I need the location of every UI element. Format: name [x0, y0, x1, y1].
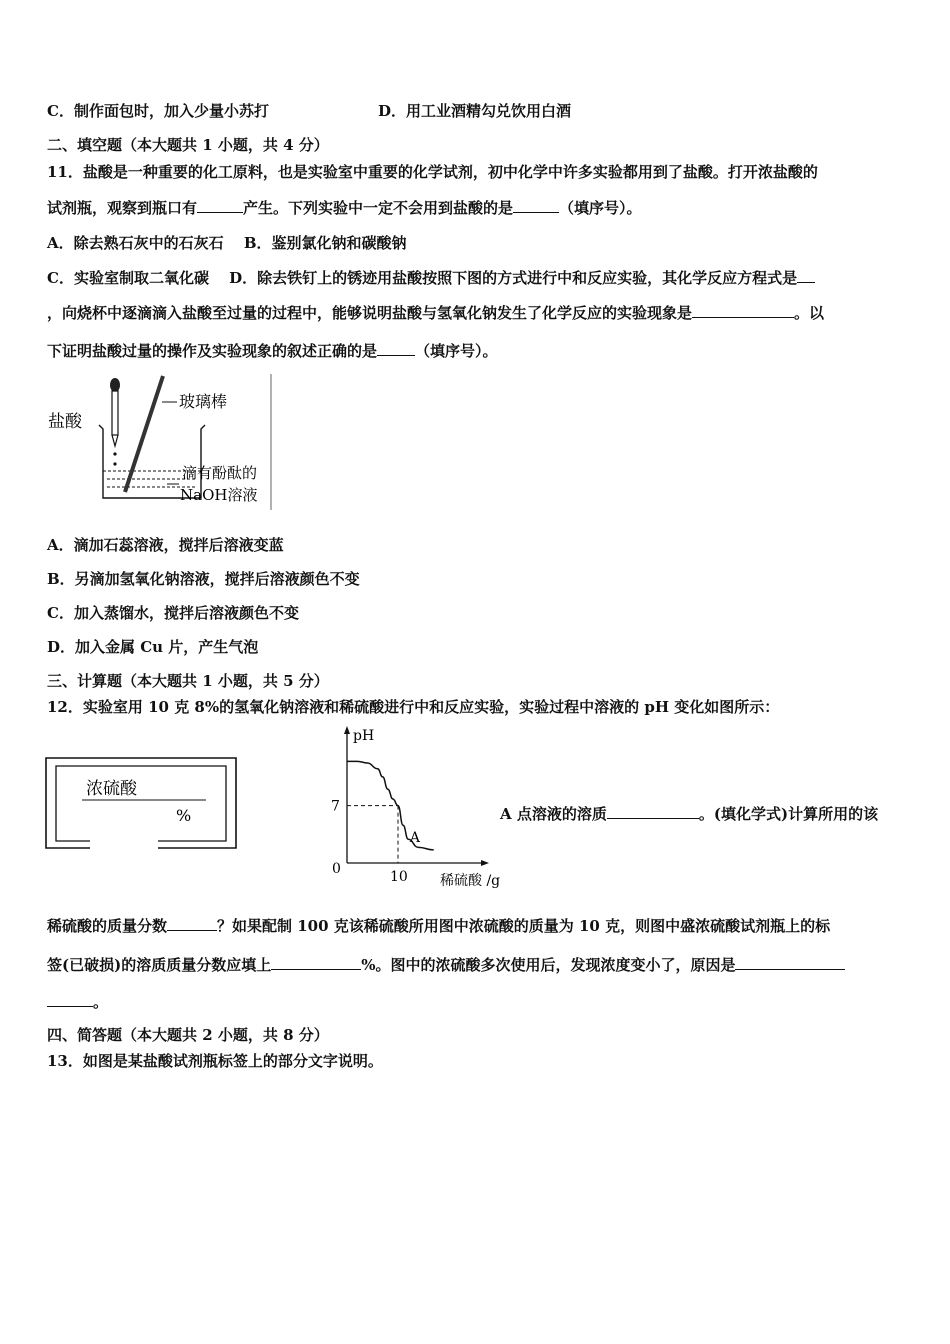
q12-side-b: 。(填化学式)计算所用的该 [698, 805, 879, 823]
q11-line-3: A．除去熟石灰中的石灰石 B．鉴别氯化钠和碳酸钠 [47, 234, 407, 252]
beaker-figure [45, 372, 280, 512]
label-solution-2: NaOH溶液 [180, 486, 258, 504]
label-hcl: 盐酸 [48, 412, 82, 432]
q11-line-2 [47, 198, 642, 218]
q13-line-1: 13．如图是某盐酸试剂瓶标签上的部分文字说明。 [47, 1052, 383, 1070]
y-tick-label-7: 7 [331, 798, 340, 815]
label-inner-border [56, 766, 226, 841]
answer-blank [607, 804, 699, 819]
x-axis-label: 稀硫酸 /g [440, 873, 500, 889]
dropper-tube [112, 391, 118, 435]
ph-chart [325, 722, 500, 890]
answer-blank [271, 955, 361, 970]
q11-line-5-b: 。以 [794, 304, 825, 322]
y-axis-arrow [344, 726, 350, 734]
answer-blank [377, 341, 415, 356]
label-name: 浓硫酸 [86, 779, 137, 799]
q11-line-2-a: 试剂瓶，观察到瓶口有 [47, 199, 198, 217]
dropper-bulb [110, 378, 120, 392]
q11-option-a: A．滴加石蕊溶液，搅拌后溶液变蓝 [47, 536, 284, 554]
q11-line-1: 11．盐酸是一种重要的化工原料，也是实验室中重要的化学试剂，初中化学中许多实验都用到了盐酸。打开浓盐酸的 [47, 163, 818, 181]
label-percent: % [176, 806, 192, 825]
q12-line-4 [47, 992, 108, 1012]
section-4-title: 四、简答题（本大题共 2 小题，共 8 分） [47, 1026, 329, 1044]
q12-line-2 [47, 916, 830, 936]
q11-line-4-text: C．实验室制取二氧化碳 D．除去铁钉上的锈迹用盐酸按照下图的方式进行中和反应实验，其化学反应方程式是 [47, 269, 798, 287]
answer-blank [692, 303, 794, 318]
q11-line-6-b: （填序号）。 [415, 342, 498, 360]
q11-option-c: C．加入蒸馏水，搅拌后溶液颜色不变 [47, 604, 299, 622]
q11-line-6-a: 下证明盐酸过量的操作及实验现象的叙述正确的是 [47, 342, 378, 360]
q12-line-2-b: ？如果配制 100 克该稀硫酸所用图中浓硫酸的质量为 10 克，则图中盛浓硫酸试剂瓶上的标 [217, 917, 831, 935]
q11-line-6 [47, 341, 498, 361]
q12-line-4-end: 。 [93, 993, 109, 1011]
q12-side-text [500, 804, 878, 824]
q12-line-3-a: 签(已破损)的溶质质量分数应填上 [47, 956, 272, 974]
section-3-title: 三、计算题（本大题共 1 小题，共 5 分） [47, 672, 329, 690]
answer-blank [797, 268, 815, 283]
q11-line-5 [47, 303, 824, 323]
section-2-title: 二、填空题（本大题共 1 小题，共 4 分） [47, 136, 329, 154]
label-outer-border [46, 758, 236, 848]
q12-line-1: 12．实验室用 10 克 8%的氢氧化钠溶液和稀硫酸进行中和反应实验，实验过程中溶液的 pH 变化如图所示： [47, 698, 780, 716]
answer-blank [513, 198, 559, 213]
x-tick-label-10: 10 [390, 869, 408, 885]
drop [113, 462, 116, 465]
q10-option-c: C．制作面包时，加入少量小苏打 [47, 102, 269, 120]
answer-blank [197, 198, 243, 213]
q11-line-2-c: （填序号）。 [559, 199, 642, 217]
point-label-a: A [409, 830, 420, 847]
glass-rod [125, 376, 163, 492]
drop [113, 452, 116, 455]
x-axis-arrow [481, 860, 489, 866]
q11-option-d: D．加入金属 Cu 片，产生气泡 [47, 638, 259, 656]
q12-line-3 [47, 955, 845, 975]
q12-line-2-a: 稀硫酸的质量分数 [47, 917, 168, 935]
origin-label: 0 [332, 861, 341, 877]
dropper-tip [112, 435, 118, 446]
answer-blank [735, 955, 845, 970]
q11-line-2-b: 产生。下列实验中一定不会用到盐酸的是 [243, 199, 514, 217]
q10-option-d: D．用工业酒精勾兑饮用白酒 [378, 102, 572, 120]
acid-label-figure [44, 756, 240, 852]
q12-line-3-b: %。图中的浓硫酸多次使用后，发现浓度变小了，原因是 [361, 956, 736, 974]
q11-line-4 [47, 268, 815, 288]
label-glass-rod: 玻璃棒 [179, 392, 228, 411]
answer-blank [167, 916, 217, 931]
q11-option-b: B．另滴加氢氧化钠溶液，搅拌后溶液颜色不变 [47, 570, 360, 588]
q12-side-a: A 点溶液的溶质 [500, 805, 607, 823]
q11-line-5-a: ，向烧杯中逐滴滴入盐酸至过量的过程中，能够说明盐酸与氢氧化钠发生了化学反应的实验现象是 [47, 304, 693, 322]
label-solution-1: 滴有酚酞的 [182, 464, 258, 482]
y-axis-label: pH [353, 728, 375, 744]
answer-blank [47, 992, 93, 1007]
